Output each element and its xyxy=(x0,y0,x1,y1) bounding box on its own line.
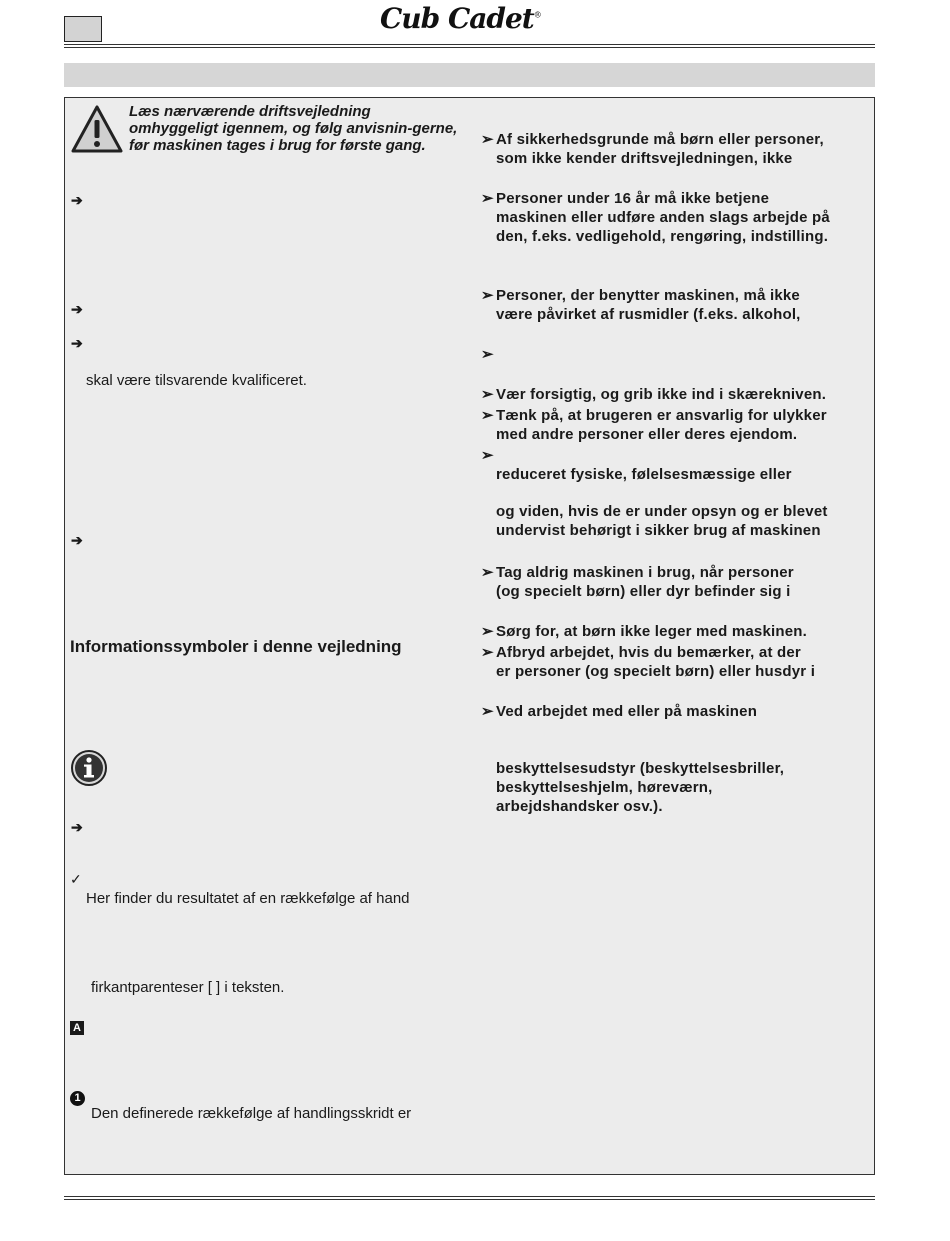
safety-item-bystanders: ➢ Tag aldrig maskinen i brug, når personer (og specielt børn) eller dyr befinder sig i xyxy=(481,564,794,600)
info-symbols-heading: Informationssymboler i denne vejledning xyxy=(70,637,402,656)
bullet-icon: ➢ xyxy=(481,447,494,464)
check-icon: ✓ xyxy=(70,871,82,887)
safety-item-reduced-abilities: ➢ reduceret fysiske, følelsesmæssige eller og viden, hvis de er under opsyn og er blevet undervist behørigt i sikker brug af maskinen xyxy=(481,447,828,539)
figure-label-a: A xyxy=(70,1018,84,1036)
bullet-icon: ➢ xyxy=(481,407,494,424)
safety-item-intoxicants: ➢ Personer, der benytter maskinen, må ikke være påvirket af rusmidler (f.eks. alkohol, xyxy=(481,287,801,323)
page-number-box xyxy=(64,16,102,42)
qualified-text: skal være tilsvarende kvalificeret. xyxy=(86,372,307,389)
safety-item-children: ➢ Af sikkerhedsgrunde må børn eller personer, som ikke kender driftsvejledningen, ikke xyxy=(481,131,824,167)
bullet-icon: ➢ xyxy=(481,287,494,304)
bullet-icon: ➢ xyxy=(481,131,494,148)
bullet-icon: ➢ xyxy=(481,623,494,640)
arrow-icon: ➔ xyxy=(71,335,83,351)
safety-item-empty xyxy=(481,345,871,364)
safety-item-responsibility: ➢ Tænk på, at brugeren er ansvarlig for ulykker med andre personer eller deres ejendom. xyxy=(481,407,827,443)
warning-text: Læs nærværende driftsvejledning omhyggeligt igennem, og følg anvisnin-gerne, før maskinen tages i brug for første gang. xyxy=(129,103,458,154)
bullet-icon: ➢ xyxy=(481,346,494,363)
step-number-1: 1 xyxy=(70,1088,85,1106)
brackets-text: firkantparenteser [ ] i teksten. xyxy=(91,979,285,996)
sequence-text: Den definerede rækkefølge af handlingsskridt er xyxy=(91,1105,412,1122)
bullet-icon: ➢ xyxy=(481,386,494,403)
bullet-icon: ➢ xyxy=(481,190,494,207)
safety-item-age: ➢ Personer under 16 år må ikke betjene maskinen eller udføre anden slags arbejde på den, f.eks. vedligehold, rengøring, indstilling. xyxy=(481,190,830,245)
header-rule-bottom xyxy=(64,47,875,48)
section-title-band xyxy=(64,63,875,87)
bullet-icon: ➢ xyxy=(481,644,494,661)
safety-item-children-play: ➢ Sørg for, at børn ikke leger med maskinen. xyxy=(481,623,807,640)
result-text: Her finder du resultatet af en rækkefølge af hand xyxy=(86,890,410,907)
safety-item-blade: ➢ Vær forsigtig, og grib ikke ind i skærekniven. xyxy=(481,386,827,403)
arrow-icon: ➔ xyxy=(71,301,83,317)
safety-item-stop-work: ➢ Afbryd arbejdet, hvis du bemærker, at der er personer (og specielt børn) eller husdyr i xyxy=(481,644,816,680)
arrow-icon: ➔ xyxy=(71,532,83,548)
cub-cadet-logo: Cub Cadet® xyxy=(380,2,541,35)
footer-rule-bottom xyxy=(64,1199,875,1200)
footer-rule-top xyxy=(64,1196,875,1197)
arrow-icon: ➔ xyxy=(71,192,83,208)
arrow-icon: ➔ xyxy=(71,819,83,835)
bullet-icon: ➢ xyxy=(481,703,494,720)
header-rule-top xyxy=(64,44,875,45)
bullet-icon: ➢ xyxy=(481,564,494,581)
info-icon xyxy=(70,749,108,787)
safety-item-protective-gear: ➢ Ved arbejdet med eller på maskinen beskyttelsesudstyr (beskyttelsesbriller, beskyttelseshjelm, høreværn, arbejdshandsker osv.). xyxy=(481,703,785,815)
warning-triangle-icon xyxy=(70,104,124,154)
